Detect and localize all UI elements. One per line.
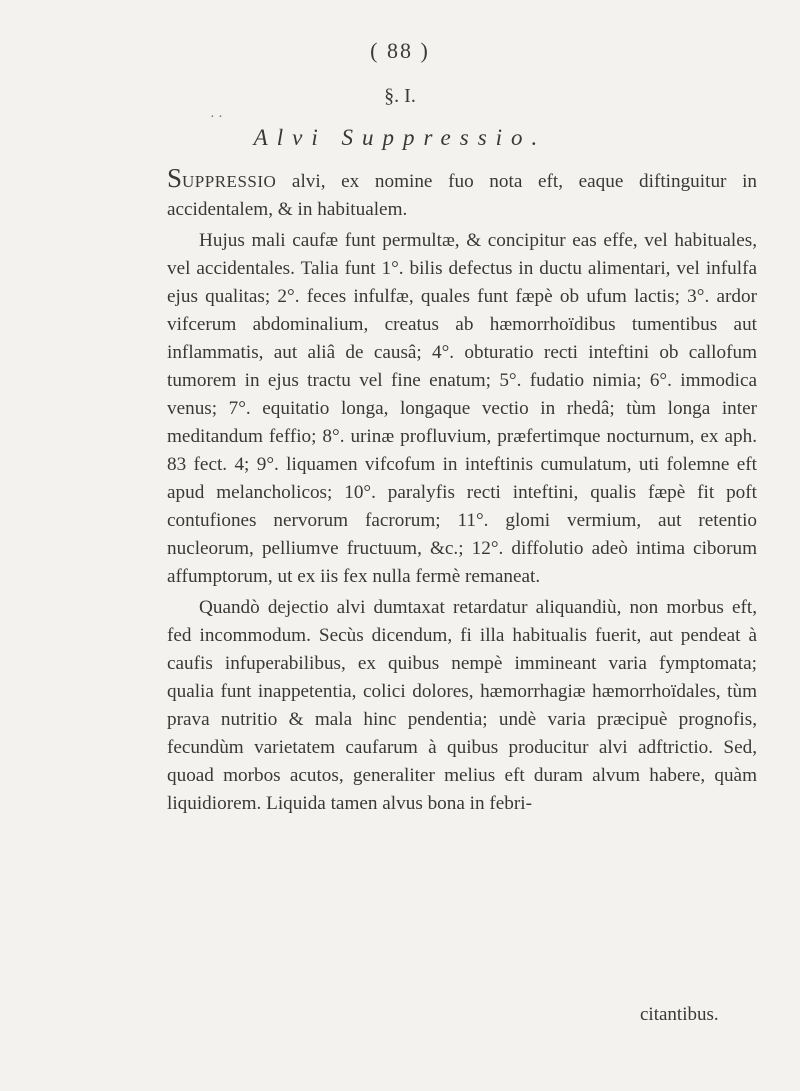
page-number: ( 88 ) (370, 38, 430, 63)
stray-mark: · · (210, 110, 223, 125)
small-caps-word: UPPRESSIO (182, 172, 277, 191)
section-mark: §. I. (384, 85, 416, 107)
chapter-heading: Alvi Suppressio. (253, 125, 547, 150)
drop-cap: S (167, 163, 183, 193)
paragraph-1 (167, 163, 757, 224)
paragraph-1-text: alvi, ex nomine fuo nota eft, eaque diftinguitur in accidentalem, & in habitualem. (167, 171, 757, 220)
paragraph-2: Hujus mali caufæ funt permultæ, & concipitur eas effe, vel habituales, vel accidentales. Talia funt 1°. bilis defectus in ductu alimentari, vel infulfa ejus qualitas; 2°. feces infulfæ, quales funt fæpè ob ufum lactis; 3°. ardor vifcerum abdominalium, creatus ab hæmorrhoïdibus tumentibus aut inflammatis, aut aliâ de causâ; 4°. obturatio recti inteftini ob callofum tumorem in ejus tractu vel fine enatum; 5°. fudatio nimia; 6°. immodica venus; 7°. equitatio longa, longaque vectio in rhedâ; tùm longa inter meditandum feffio; 8°. urinæ profluvium, præfertimque nocturnum, ex aph. 83 fect. 4; 9°. liquamen vifcofum in inteftinis cumulatum, uti folemne eft apud melancholicos; 10°. paralyfis recti inteftini, qualis fæpè fit poft contufiones nervorum facrorum; 11°. glomi vermium, aut retentio nucleorum, pelliumve fructuum, &c.; 12°. diffolutio adeò intima ciborum affumptorum, ut ex iis fex nulla fermè remaneat. (167, 230, 757, 587)
body-text (167, 163, 757, 821)
paragraph-3: Quandò dejectio alvi dumtaxat retardatur aliquandiù, non morbus eft, fed incommodum. Secùs dicendum, fi illa habitualis fuerit, aut pendeat à caufis infuperabilibus, ex quibus nempè immineant varia fymptomata; qualia funt inappetentia, colici dolores, hæmorrhagiæ hæmorrhoïdales, tùm prava nutritio & mala hinc pendentia; undè varia præcipuè prognofis, fecundùm varietatem caufarum à quibus producitur alvi adftrictio. Sed, quoad morbos acutos, generaliter melius eft duram alvum habere, quàm liquidiorem. Liquida tamen alvus bona in febri- (167, 597, 757, 814)
catchword: citantibus. (640, 1004, 719, 1025)
